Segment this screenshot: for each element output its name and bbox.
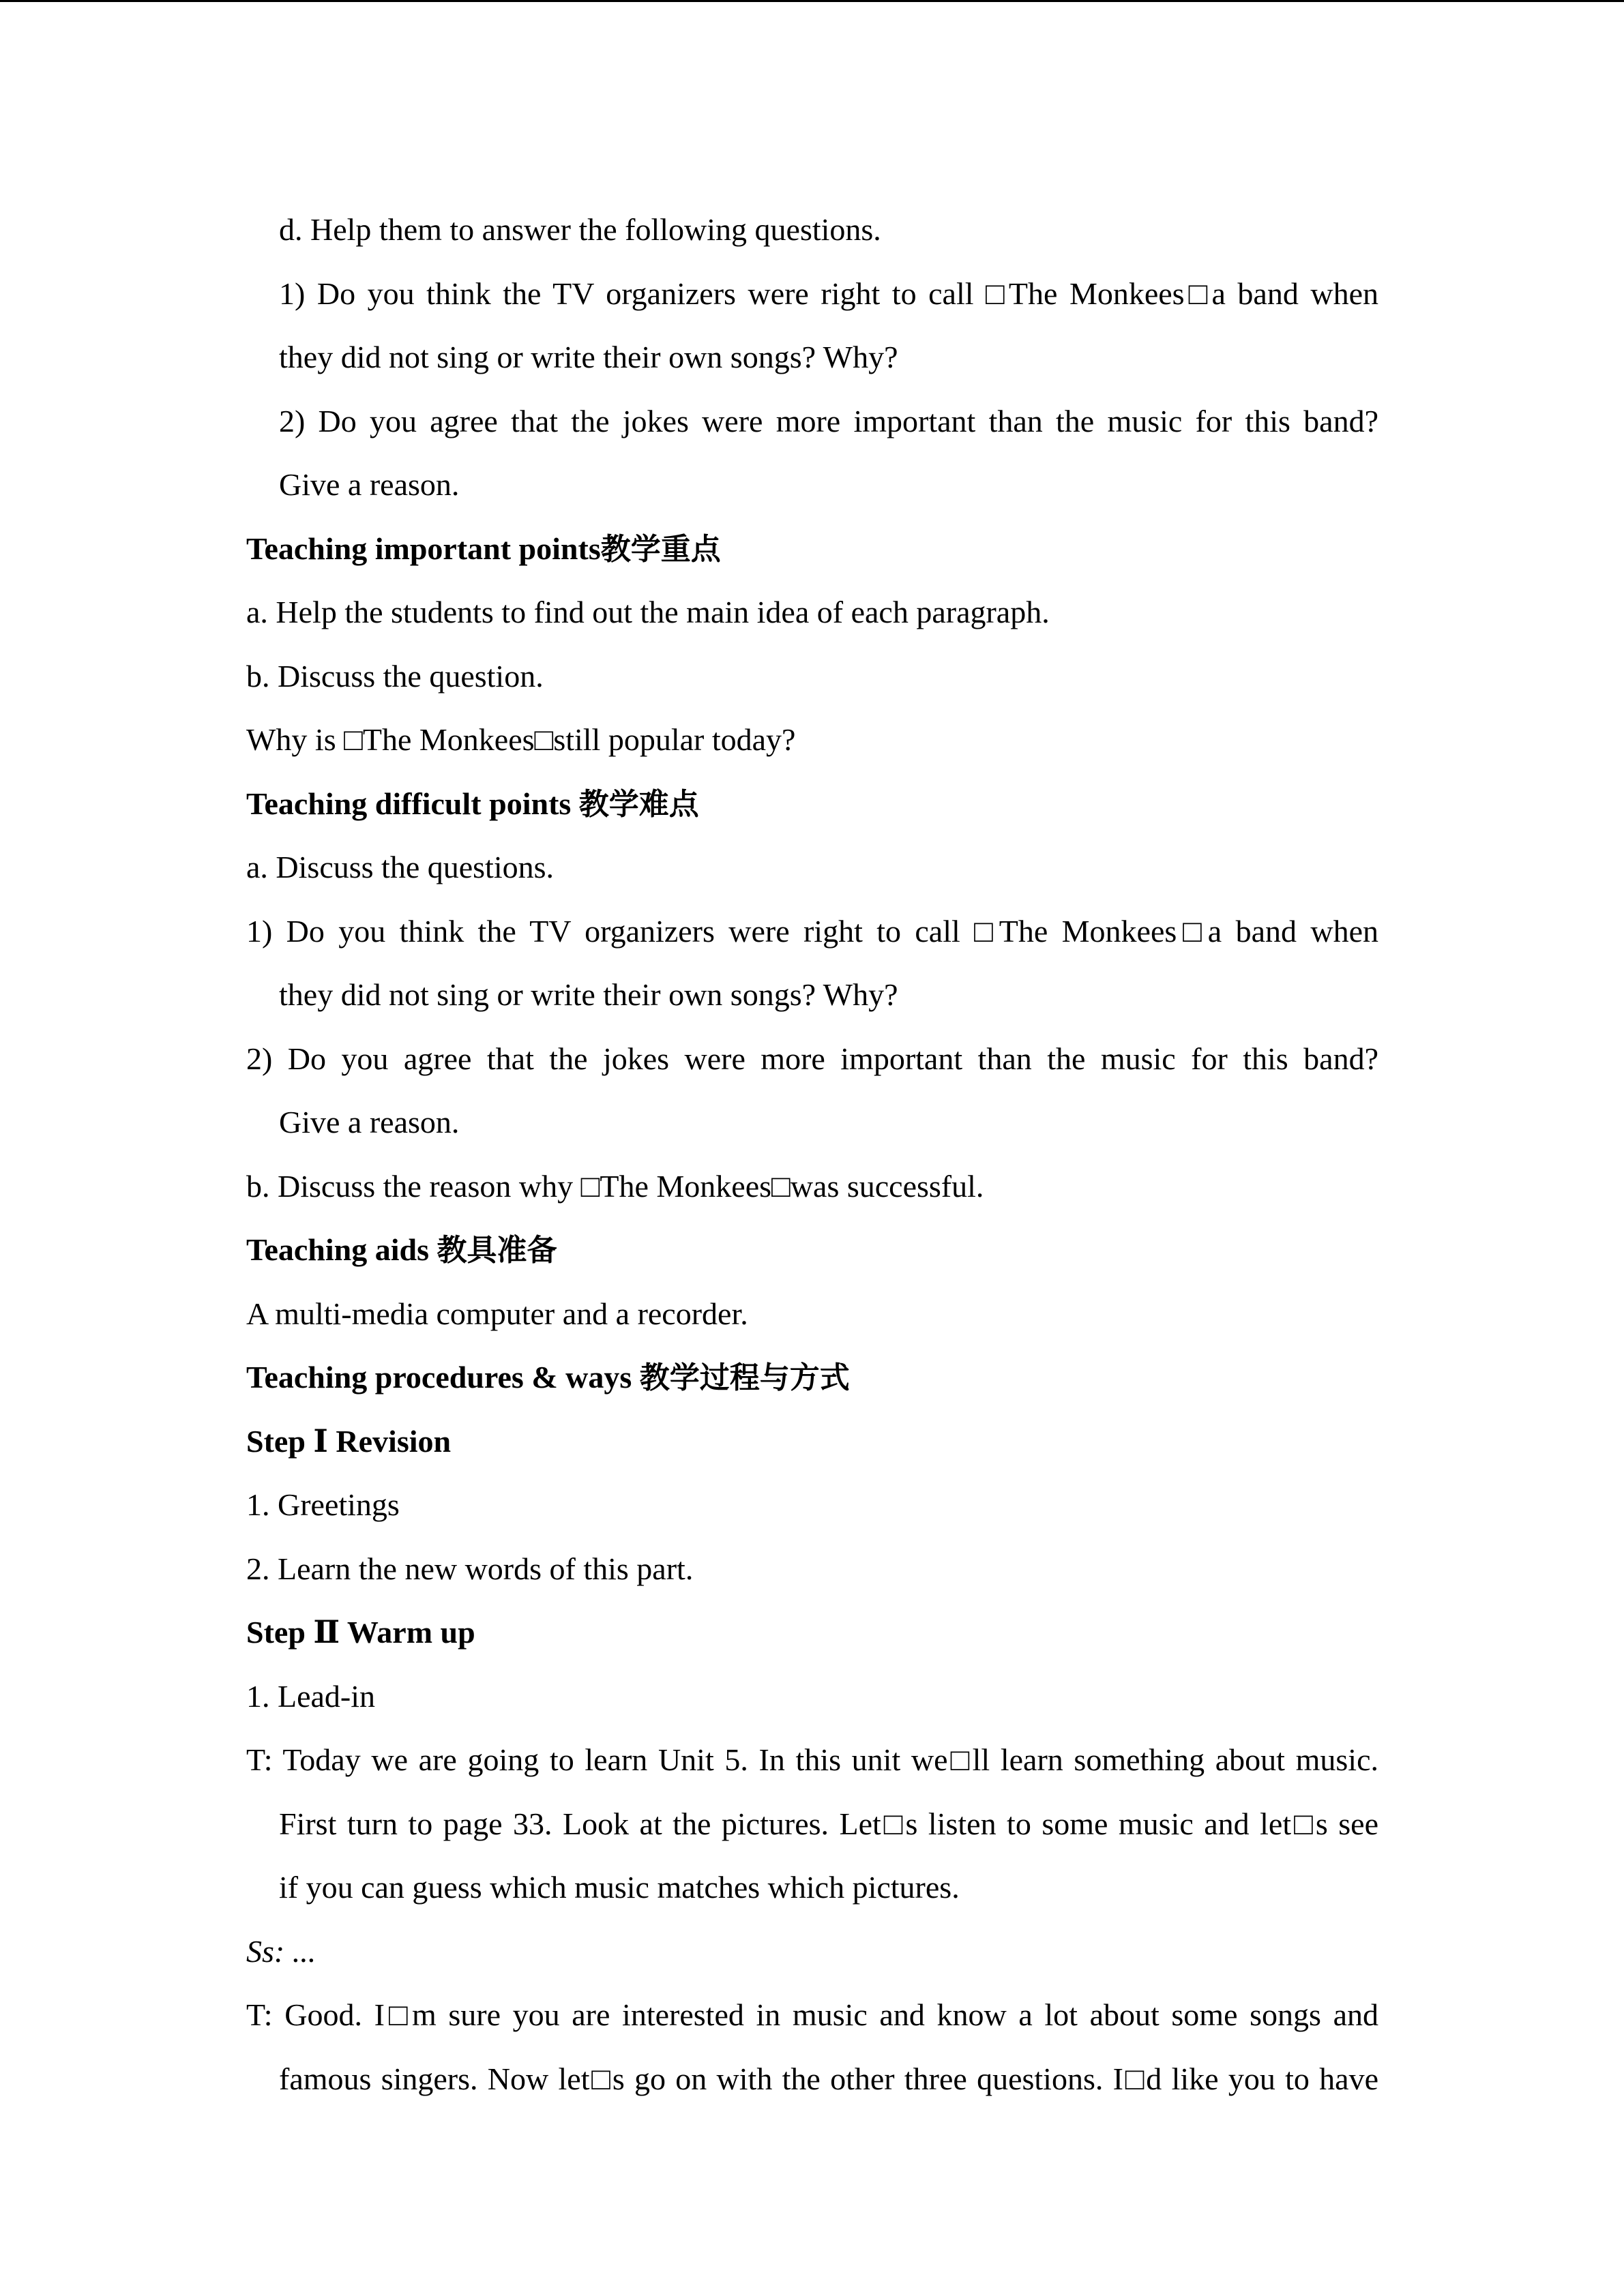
text-line: a. Help the students to find out the main idea of each paragraph. [246,595,1050,629]
heading-cn: 教学难点 [578,787,699,822]
text-line: 2) Do you agree that the jokes were more important than the music for this band? [279,404,1378,438]
text-line: 1. Lead-in [246,1679,376,1714]
section-heading [246,1357,850,1399]
text-line: 1. Greetings [246,1487,400,1522]
text-line: famous singers. Now let□s go on with the other three questions. I□d like you to have [279,2061,1378,2096]
text-line: Ss: ... [246,1934,316,1969]
text-line: d. Help them to answer the following questions. [279,212,881,247]
section-heading [246,1229,557,1271]
step-heading: Step Ⅱ Warm up [246,1615,475,1650]
section-heading [246,784,699,825]
step-heading: Step Ⅰ Revision [246,1424,452,1459]
heading-en: Teaching important points [246,531,601,566]
text-line: b. Discuss the question. [246,659,544,694]
heading-cn: 教学过程与方式 [639,1360,850,1395]
heading-en: Teaching difficult points [246,786,579,821]
text-line: Give a reason. [279,1105,460,1139]
text-line: 1) Do you think the TV organizers were right to call □The Monkees□a band when [246,914,1378,949]
text-line: they did not sing or write their own songs? Why? [279,340,898,374]
heading-cn: 教学重点 [600,532,721,567]
text-line: First turn to page 33. Look at the pictures. Let□s listen to some music and let□s see [279,1806,1378,1841]
heading-en: Teaching procedures & ways [246,1360,640,1395]
text-line: 1) Do you think the TV organizers were right to call □The Monkees□a band when [279,276,1378,311]
text-line: T: Good. I□m sure you are interested in music and know a lot about some songs and [246,1997,1378,2032]
section-heading [246,528,721,570]
text-line: a. Discuss the questions. [246,850,555,884]
text-line: Give a reason. [279,467,460,502]
heading-cn: 教具准备 [437,1233,557,1268]
text-line: 2. Learn the new words of this part. [246,1551,694,1586]
text-line: 2) Do you agree that the jokes were more important than the music for this band? [246,1041,1378,1076]
text-line: they did not sing or write their own songs? Why? [279,977,898,1012]
text-line: if you can guess which music matches which pictures. [279,1870,960,1905]
text-line: T: Today we are going to learn Unit 5. In this unit we□ll learn something about music. [246,1742,1378,1777]
text-line: b. Discuss the reason why □The Monkees□was successful. [246,1169,984,1204]
text-line: Why is □The Monkees□still popular today? [246,722,796,757]
heading-en: Teaching aids [246,1232,437,1267]
text-line: A multi-media computer and a recorder. [246,1296,748,1331]
